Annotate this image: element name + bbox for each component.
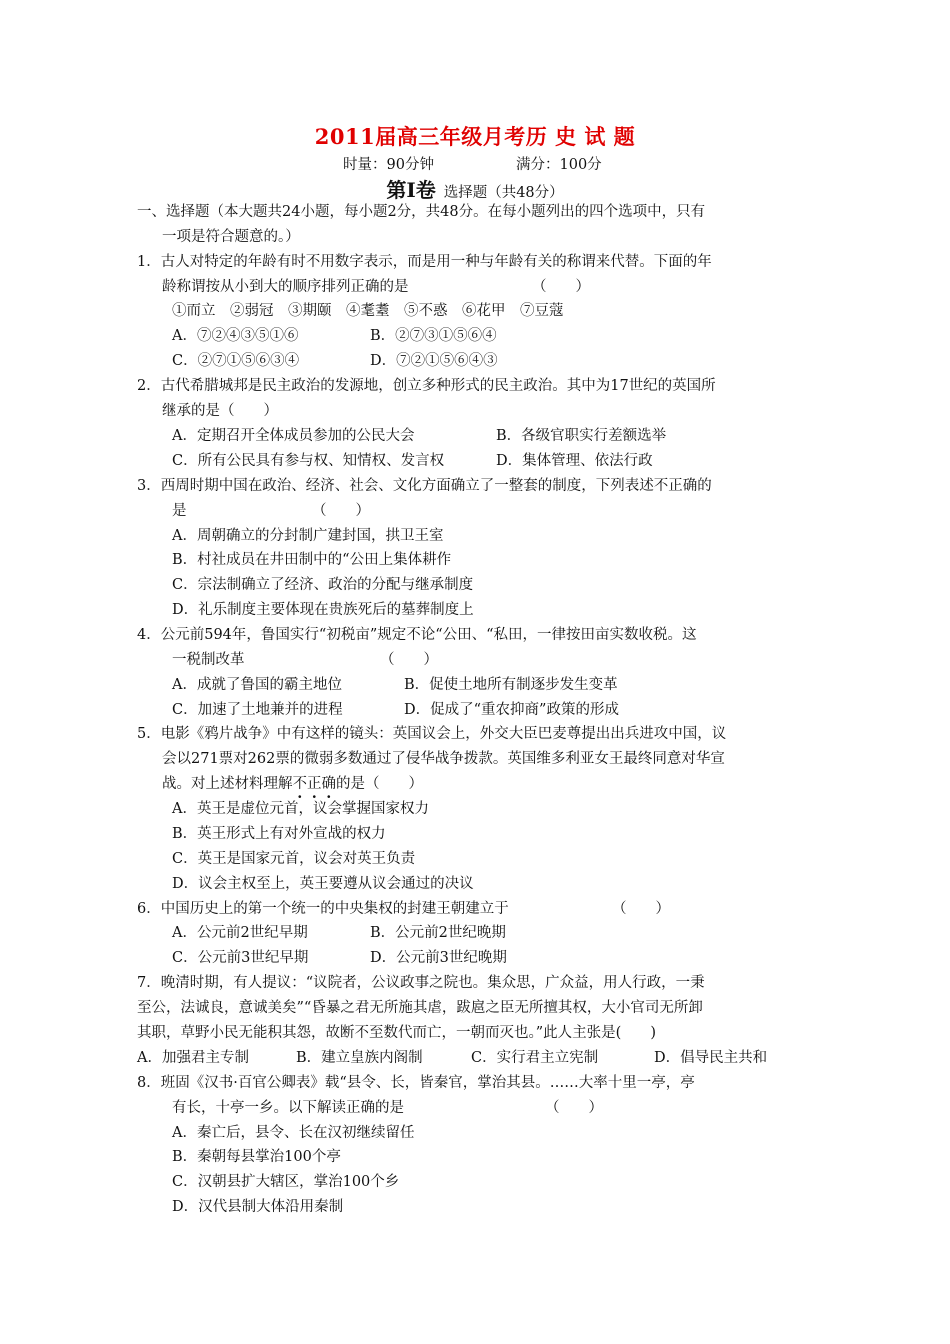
q5-option-b: B．英王形式上有对外宣战的权力: [172, 826, 386, 842]
exam-score: 满分：100分: [516, 157, 602, 173]
q3-option-d: D．礼乐制度主要体现在贵族死后的墓葬制度上: [172, 602, 474, 618]
q5-stem-line-1: 5．电影《鸦片战争》中有这样的镜头：英国议会上，外交大臣巴麦尊提出出兵进攻中国，议: [137, 726, 727, 742]
q5-stem-line-3-post: 的是（ ）: [336, 776, 423, 792]
q3-option-b: B．村社成员在井田制中的“公田上集体耕作: [172, 552, 452, 568]
instructions-line-1: 一、选择题（本大题共24小题，每小题2分，共48分。在每小题列出的四个选项中，只有: [137, 204, 706, 220]
q6-option-d: D．公元前3世纪晚期: [370, 950, 507, 966]
q1-stem-line-1: 1．古人对特定的年龄有时不用数字表示，而是用一种与年龄有关的称谓来代替。下面的年: [137, 254, 712, 270]
q7-stem-line-3: 其职，草野小民无能积其怨，故断不至数代而亡，一朝而灭也。”此人主张是( ): [137, 1025, 656, 1041]
q2-option-a: A．定期召开全体成员参加的公民大会: [172, 428, 415, 444]
q8-answer-paren: （ ）: [545, 1100, 603, 1116]
q4-option-b: B．促使土地所有制逐步发生变革: [404, 677, 618, 693]
q1-option-a: A．⑦②④③⑤①⑥: [172, 328, 299, 344]
q1-option-b: B．②⑦③①⑤⑥④: [370, 328, 497, 344]
q7-stem-line-2: 至公，法诚良，意诚美矣”“昏暴之君无所施其虐，跋扈之臣无所擅其权，大小官司无所卸: [137, 1000, 703, 1016]
q1-option-c: C．②⑦①⑤⑥③④: [172, 353, 300, 369]
q6-stem: 6．中国历史上的第一个统一的中央集权的封建王朝建立于: [137, 901, 509, 917]
q5-emphasis-char-2: 正: [307, 776, 322, 792]
section-number: 第Ⅰ卷: [386, 178, 436, 202]
exam-title: 2011届高三年级月考历 史 试 题: [314, 124, 636, 149]
q2-stem-line-2: 继承的是（ ）: [162, 403, 278, 419]
q8-stem-line-2: 有长，十亭一乡。以下解读正确的是: [172, 1100, 404, 1116]
q8-option-c: C．汉朝县扩大辖区，掌治100个乡: [172, 1174, 400, 1190]
instructions-line-2: 一项是符合题意的。）: [162, 229, 300, 245]
q7-option-b: B．建立皇族内阁制: [296, 1050, 423, 1066]
q7-option-d: D．倡导民主共和: [654, 1050, 768, 1066]
q4-stem-line-2: 一税制改革: [172, 652, 245, 668]
q3-option-c: C．宗法制确立了经济、政治的分配与继承制度: [172, 577, 474, 593]
section-subtitle: 选择题（共48分）: [443, 185, 564, 201]
q6-option-b: B．公元前2世纪晚期: [370, 925, 506, 941]
q4-stem-line-1: 4．公元前594年，鲁国实行“初税亩”规定不论“公田、“私田，一律按田亩实数收税。这: [137, 627, 697, 643]
q5-stem-line-3: [162, 773, 423, 795]
q5-option-d: D．议会主权至上，英王要遵从议会通过的决议: [172, 876, 474, 892]
q6-option-a: A．公元前2世纪早期: [172, 925, 308, 941]
q3-stem-line-2: 是: [172, 503, 187, 519]
q2-option-b: B．各级官职实行差额选举: [496, 428, 667, 444]
section-heading: [0, 174, 950, 203]
q3-stem-line-1: 3．西周时期中国在政治、经济、社会、文化方面确立了一整套的制度，下列表述不正确的: [137, 478, 712, 494]
q6-answer-paren: （ ）: [612, 901, 670, 917]
q6-option-c: C．公元前3世纪早期: [172, 950, 309, 966]
q5-option-c: C．英王是国家元首，议会对英王负责: [172, 851, 416, 867]
q5-stem-line-3-pre: 战。对上述材料理解: [162, 776, 293, 792]
q1-answer-paren: （ ）: [532, 279, 590, 295]
q7-option-c: C．实行君主立宪制: [471, 1050, 599, 1066]
q4-option-c: C．加速了土地兼并的进程: [172, 702, 343, 718]
q8-stem-line-1: 8．班固《汉书·百官公卿表》载“县令、长，皆秦官，掌治其县。……大率十里一亭，亭: [137, 1075, 695, 1091]
q8-option-d: D．汉代县制大体沿用秦制: [172, 1199, 344, 1215]
q2-option-d: D．集体管理、依法行政: [496, 453, 653, 469]
q1-option-d: D．⑦②①⑤⑥④③: [370, 353, 498, 369]
q3-answer-paren: （ ）: [312, 503, 370, 519]
q3-option-a: A．周朝确立的分封制广建封国，拱卫王室: [172, 528, 444, 544]
exam-time: 时量：90分钟: [343, 157, 434, 173]
q2-stem-line-1: 2．古代希腊城邦是民主政治的发源地，创立多种形式的民主政治。其中为17世纪的英国所: [137, 378, 716, 394]
q5-stem-line-2: 会以271票对262票的微弱多数通过了侵华战争拨款。英国维多利亚女王最终同意对华宣: [162, 751, 725, 767]
q1-stem-line-2: 龄称谓按从小到大的顺序排列正确的是: [162, 279, 409, 295]
q1-items: ①而立 ②弱冠 ③期颐 ④耄耋 ⑤不惑 ⑥花甲 ⑦豆蔻: [172, 303, 564, 319]
q4-answer-paren: （ ）: [380, 652, 438, 668]
q4-option-d: D．促成了“重农抑商”政策的形成: [404, 702, 619, 718]
q8-option-a: A．秦亡后，县令、长在汉初继续留任: [172, 1125, 415, 1141]
q5-emphasis-char-1: 不: [292, 776, 307, 792]
q7-option-a: A．加强君主专制: [137, 1050, 249, 1066]
q4-option-a: A．成就了鲁国的霸主地位: [172, 677, 342, 693]
q2-option-c: C．所有公民具有参与权、知情权、发言权: [172, 453, 445, 469]
q8-option-b: B．秦朝每县掌治100个亭: [172, 1149, 341, 1165]
exam-meta: [0, 153, 950, 175]
q5-emphasis-char-3: 确: [321, 776, 336, 792]
q5-option-a: A．英王是虚位元首，议会掌握国家权力: [172, 801, 429, 817]
q7-stem-line-1: 7．晚清时期，有人提议：“议院者，公议政事之院也。集众思，广众益，用人行政，一秉: [137, 975, 705, 991]
